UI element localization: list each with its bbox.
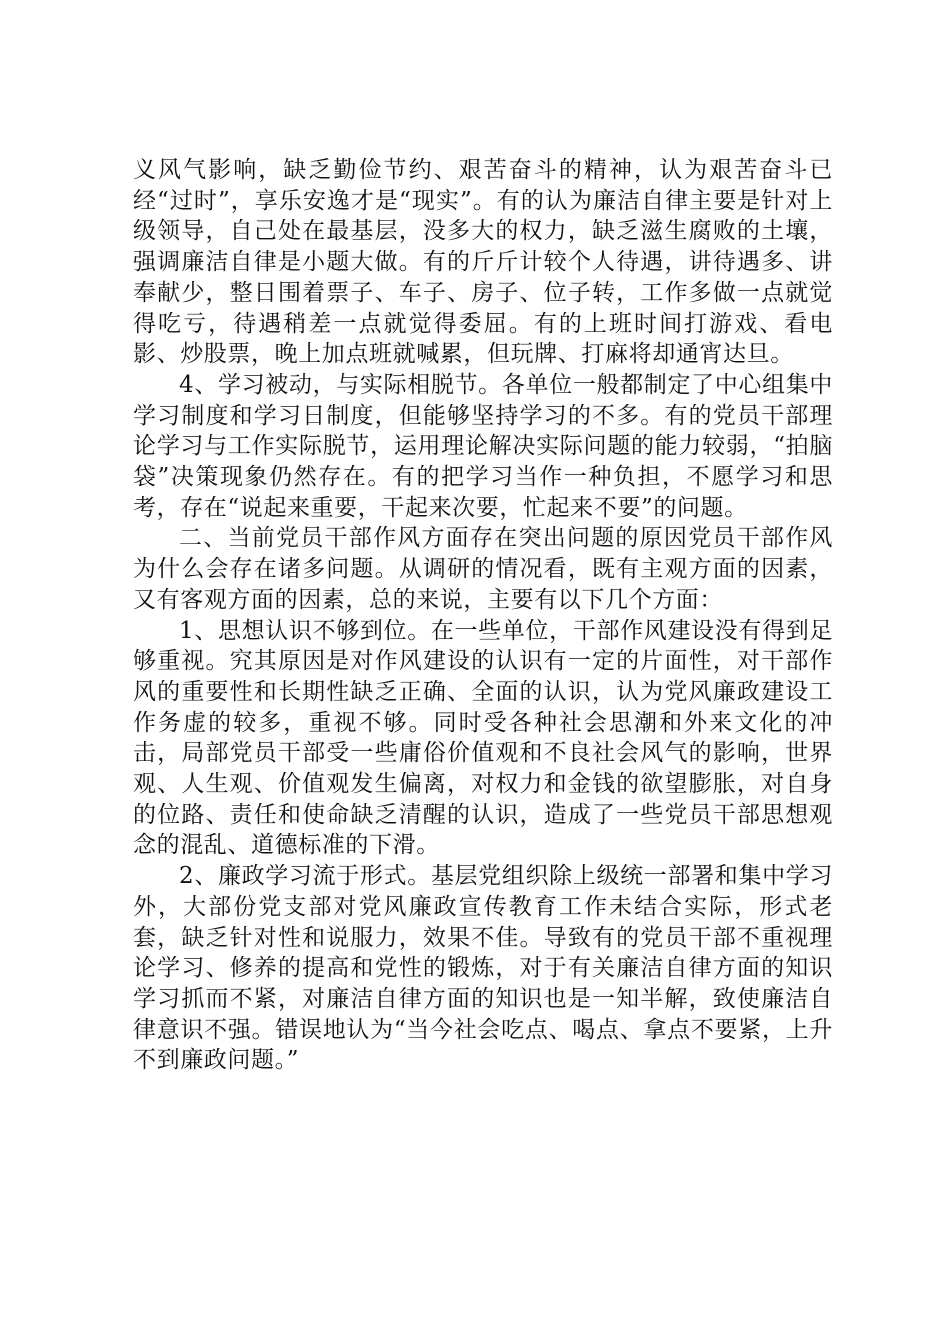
document-body <box>133 155 833 1076</box>
paragraph-continuation: 义风气影响，缺乏勤俭节约、艰苦奋斗的精神，认为艰苦奋斗已经“过时”，享乐安逸才是“现实”。有的认为廉洁自律主要是针对上级领导，自己处在最基层，没多大的权力，缺乏滋生腐败的土壤，强调廉洁自律是小题大做。有的斤斤计较个人待遇，讲待遇多、讲奉献少，整日围着票子、车子、房子、位子转，工作多做一点就觉得吃亏，待遇稍差一点就觉得委屈。有的上班时间打游戏、看电影、炒股票，晚上加点班就喊累，但玩牌、打麻将却通宵达旦。 <box>133 157 833 368</box>
paragraph-cause-1: 1、思想认识不够到位。在一些单位，干部作风建设没有得到足够重视。究其原因是对作风建设的认识有一定的片面性，对干部作风的重要性和长期性缺乏正确、全面的认识，认为党风廉政建设工作务虚的较多，重视不够。同时受各种社会思潮和外来文化的冲击，局部党员干部受一些庸俗价值观和不良社会风气的影响，世界观、人生观、价值观发生偏离，对权力和金钱的欲望膨胀，对自身的位路、责任和使命缺乏清醒的认识，造成了一些党员干部思想观念的混乱、道德标准的下滑。 <box>133 617 833 859</box>
paragraph-cause-2: 2、廉政学习流于形式。基层党组织除上级统一部署和集中学习外，大部份党支部对党风廉政宣传教育工作未结合实际，形式老套，缺乏针对性和说服力，效果不佳。导致有的党员干部不重视理论学习、修养的提高和党性的锻炼，对于有关廉洁自律方面的知识学习抓而不紧，对廉洁自律方面的知识也是一知半解，致使廉洁自律意识不强。错误地认为“当今社会吃点、喝点、拿点不要紧，上升不到廉政问题。” <box>133 863 833 1074</box>
paragraph-section-2-heading: 二、当前党员干部作风方面存在突出问题的原因党员干部作风为什么会存在诸多问题。从调研的情况看，既有主观方面的因素，又有客观方面的因素，总的来说，主要有以下几个方面： <box>133 525 833 613</box>
paragraph-item-4: 4、学习被动，与实际相脱节。各单位一般都制定了中心组集中学习制度和学习日制度，但能够坚持学习的不多。有的党员干部理论学习与工作实际脱节，运用理论解决实际问题的能力较弱，“拍脑袋”决策现象仍然存在。有的把学习当作一种负担，不愿学习和思考，存在“说起来重要，干起来次要，忙起来不要”的问题。 <box>133 371 833 521</box>
